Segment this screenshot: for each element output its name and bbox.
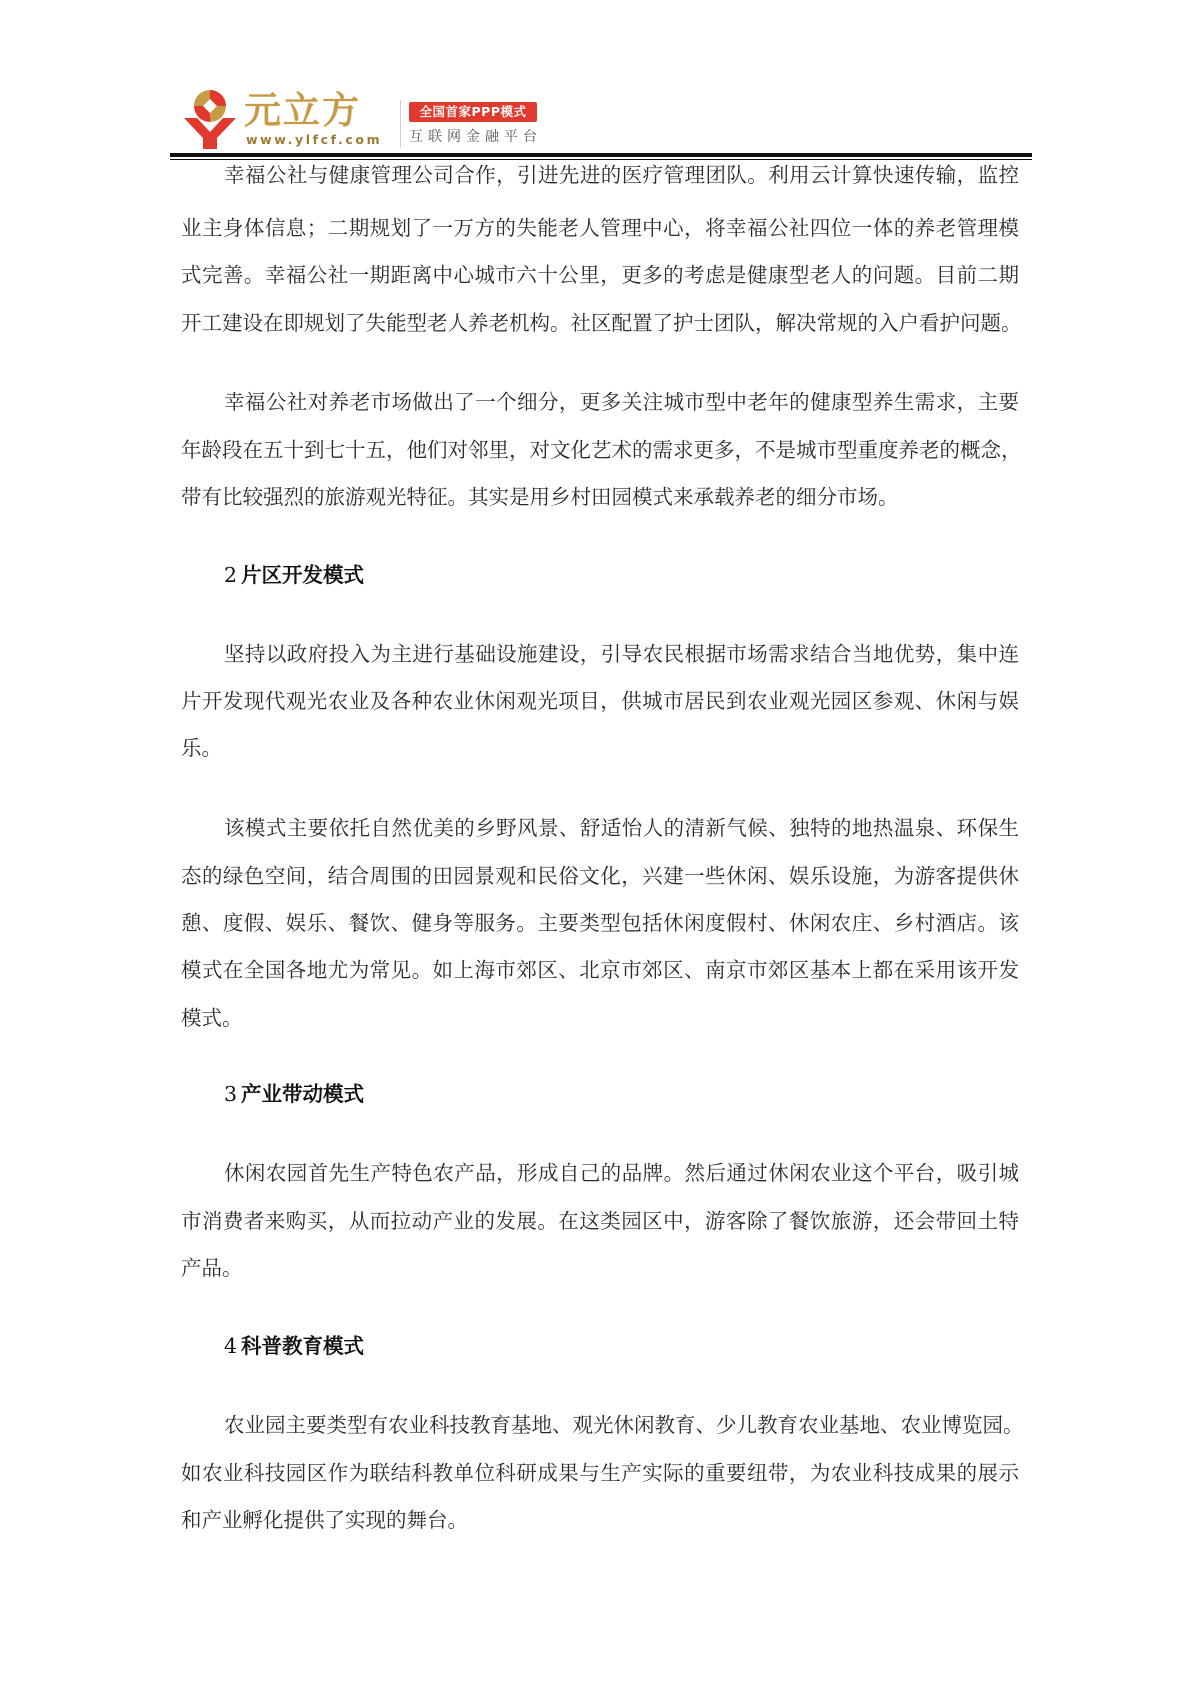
paragraph-line: 如农业科技园区作为联结科教单位科研成果与生产实际的重要纽带，为农业科技成果的展示 bbox=[181, 1461, 1019, 1485]
tagline: 互联网金融平台 bbox=[409, 129, 542, 145]
section-heading bbox=[224, 1322, 364, 1370]
paragraph-line: 休闲农园首先生产特色农产品，形成自己的品牌。然后通过休闲农业这个平台，吸引城 bbox=[224, 1161, 1019, 1185]
paragraph-line: 模式在全国各地尤为常见。如上海市郊区、北京市郊区、南京市郊区基本上都在采用该开发 bbox=[181, 958, 1019, 982]
logo-url: www.ylfcf.com bbox=[246, 132, 383, 147]
paragraph-line: 业主身体信息；二期规划了一万方的失能老人管理中心，将幸福公社四位一体的养老管理模 bbox=[181, 216, 1019, 240]
paragraph-line: 片开发现代观光农业及各种农业休闲观光项目，供城市居民到农业观光园区参观、休闲与娱 bbox=[181, 689, 1019, 713]
section-title: 科普教育模式 bbox=[241, 1334, 365, 1358]
section-number: 3 bbox=[224, 1082, 238, 1106]
paragraph-line: 态的绿色空间，结合周围的田园景观和民俗文化，兴建一些休闲、娱乐设施，为游客提供休 bbox=[181, 864, 1019, 888]
paragraph-line: 农业园主要类型有农业科技教育基地、观光休闲教育、少儿教育农业基地、农业博览园。 bbox=[224, 1413, 1024, 1437]
header-divider bbox=[400, 100, 401, 148]
logo-icon bbox=[183, 88, 237, 150]
slogan-badge: 全国首家PPP模式 bbox=[409, 102, 537, 122]
logo-wordmark: 元立方 bbox=[244, 89, 361, 132]
paragraph-line: 式完善。幸福公社一期距离中心城市六十公里，更多的考虑是健康型老人的问题。目前二期 bbox=[181, 263, 1019, 287]
document-header bbox=[0, 0, 1200, 160]
paragraph-line: 和产业孵化提供了实现的舞台。 bbox=[181, 1508, 468, 1532]
section-number: 4 bbox=[224, 1334, 238, 1358]
paragraph-line: 乐。 bbox=[181, 736, 222, 760]
paragraph-line: 模式。 bbox=[181, 1006, 243, 1030]
section-number: 2 bbox=[224, 563, 238, 587]
paragraph-line: 坚持以政府投入为主进行基础设施建设，引导农民根据市场需求结合当地优势，集中连 bbox=[224, 642, 1019, 666]
paragraph-line: 年龄段在五十到七十五，他们对邻里，对文化艺术的需求更多，不是城市型重度养老的概念， bbox=[181, 438, 1022, 462]
paragraph-line: 憩、度假、娱乐、餐饮、健身等服务。主要类型包括休闲度假村、休闲农庄、乡村酒店。该 bbox=[181, 911, 1019, 935]
paragraph-line: 幸福公社对养老市场做出了一个细分，更多关注城市型中老年的健康型养生需求，主要 bbox=[224, 390, 1019, 414]
paragraph-line: 开工建设在即规划了失能型老人养老机构。社区配置了护士团队，解决常规的入户看护问题。 bbox=[181, 311, 1022, 335]
section-heading bbox=[224, 551, 364, 599]
section-title: 产业带动模式 bbox=[241, 1082, 365, 1106]
paragraph-line: 该模式主要依托自然优美的乡野风景、舒适怡人的清新气候、独特的地热温泉、环保生 bbox=[224, 816, 1019, 840]
paragraph-line: 产品。 bbox=[181, 1256, 243, 1280]
paragraph-line: 市消费者来购买，从而拉动产业的发展。在这类园区中，游客除了餐饮旅游，还会带回土特 bbox=[181, 1209, 1019, 1233]
paragraph-line: 带有比较强烈的旅游观光特征。其实是用乡村田园模式来承载养老的细分市场。 bbox=[181, 485, 899, 509]
paragraph-line: 幸福公社与健康管理公司合作，引进先进的医疗管理团队。利用云计算快速传输，监控 bbox=[224, 163, 1019, 187]
section-heading bbox=[224, 1070, 364, 1118]
section-title: 片区开发模式 bbox=[241, 563, 365, 587]
